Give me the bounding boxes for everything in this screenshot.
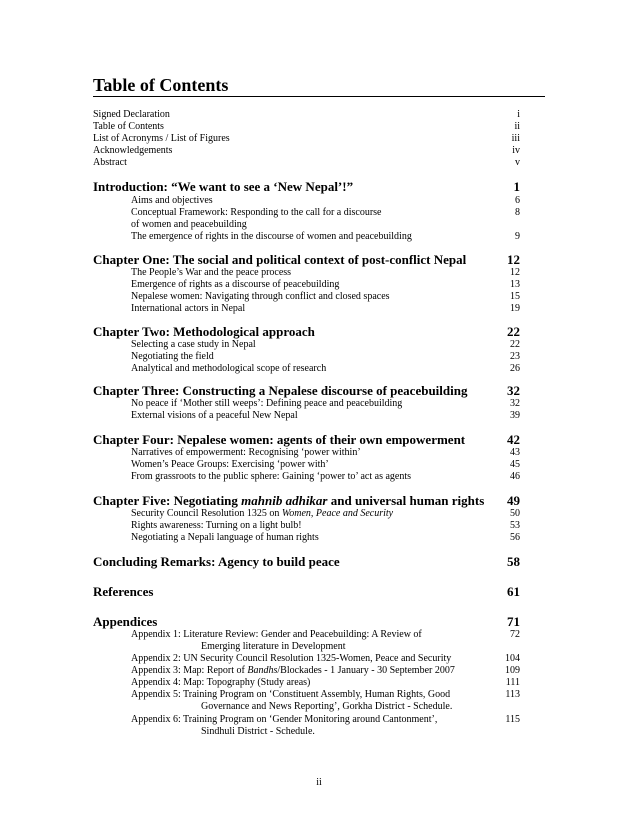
- chapter-page: 49: [507, 493, 520, 508]
- chapter-title: Concluding Remarks: Agency to build peace: [93, 554, 340, 569]
- entry-text: Appendix 5: Training Program on ‘Constituent Assembly, Human Rights, Good: [131, 689, 451, 700]
- toc-subentry: [93, 677, 520, 689]
- toc-entry: [93, 121, 520, 133]
- entry-page: i: [517, 109, 520, 120]
- entry-text: The emergence of rights in the discourse of women and peacebuilding: [131, 231, 412, 242]
- entry-page: 45: [510, 459, 520, 470]
- toc-subentry-continuation: [93, 726, 520, 738]
- entry-text: Emergence of rights as a discourse of peacebuilding: [131, 279, 340, 290]
- entry-page: 15: [510, 291, 520, 302]
- entry-text-italic: Women, Peace and Security: [281, 508, 394, 519]
- entry-text: Conceptual Framework: Responding to the call for a discourse: [131, 207, 382, 218]
- entry-text-part: Appendix 3: Map: Report of: [131, 665, 248, 676]
- toc-subentry: [93, 653, 520, 665]
- toc-subentry: [93, 508, 520, 520]
- entry-page: 72: [510, 629, 520, 640]
- chapter-title-part: Chapter Five: Negotiating: [93, 493, 242, 508]
- toc-subentry: [93, 629, 520, 641]
- chapter-heading: [93, 383, 520, 399]
- entry-text-part: Security Council Resolution 1325 on: [131, 508, 282, 519]
- entry-text: Nepalese women: Navigating through conflict and closed spaces: [131, 291, 390, 302]
- toc-subentry: [93, 207, 520, 219]
- toc-subentry: [93, 363, 520, 375]
- toc-subentry: [93, 398, 520, 410]
- entry-page: 43: [510, 447, 520, 458]
- toc-subentry: [93, 291, 520, 303]
- chapter-title: Chapter Three: Constructing a Nepalese discourse of peacebuilding: [93, 383, 468, 398]
- chapter-page: 71: [507, 614, 520, 629]
- entry-text: Negotiating a Nepali language of human rights: [131, 532, 319, 543]
- entry-text: [131, 665, 455, 677]
- entry-text-continued: Emerging literature in Development: [201, 641, 346, 652]
- toc-subentry: [93, 665, 520, 677]
- chapter-page: 58: [507, 554, 520, 569]
- chapter-page: 1: [513, 179, 520, 194]
- chapter-page: 61: [507, 584, 520, 599]
- chapter-page: 42: [507, 432, 520, 447]
- toc-entry: [93, 145, 520, 157]
- chapter-title: Chapter Four: Nepalese women: agents of their own empowerment: [93, 432, 466, 447]
- entry-page: 113: [505, 689, 520, 700]
- entry-text: Signed Declaration: [93, 109, 170, 120]
- chapter-page: 12: [507, 252, 520, 267]
- entry-page: 46: [510, 471, 520, 482]
- chapter-heading: [93, 432, 520, 448]
- chapter-heading: [93, 493, 520, 509]
- chapter-title-part: and universal human rights: [327, 493, 485, 508]
- entry-text: International actors in Nepal: [131, 303, 246, 314]
- entry-page: v: [515, 157, 520, 168]
- toc-subentry: [93, 689, 520, 701]
- toc-subentry: [93, 267, 520, 279]
- chapter-title-italic: mahnib adhikar: [241, 493, 328, 508]
- chapter-heading: [93, 614, 520, 630]
- toc-subentry: [93, 532, 520, 544]
- chapter-page: 32: [507, 383, 520, 398]
- page-title: Table of Contents: [93, 74, 545, 97]
- toc-subentry: [93, 279, 520, 291]
- toc-subentry: [93, 231, 520, 243]
- entry-text: [131, 508, 393, 520]
- entry-page: 23: [510, 351, 520, 362]
- entry-page: 6: [515, 195, 520, 206]
- entry-text: From grassroots to the public sphere: Gaining ‘power to’ act as agents: [131, 471, 412, 482]
- entry-text: Negotiating the field: [131, 351, 214, 362]
- chapter-heading: [93, 179, 520, 195]
- toc-subentry: [93, 471, 520, 483]
- chapter-title: References: [93, 584, 154, 599]
- entry-page: 115: [505, 714, 520, 725]
- entry-text-continued: of women and peacebuilding: [131, 219, 247, 230]
- chapter-heading: [93, 252, 520, 268]
- entry-text: Rights awareness: Turning on a light bulb!: [131, 520, 302, 531]
- entry-text: The People’s War and the peace process: [131, 267, 292, 278]
- toc-subentry: [93, 339, 520, 351]
- toc-subentry: [93, 303, 520, 315]
- entry-text-part: /Blockades - 1 January - 30 September 2007: [277, 665, 455, 676]
- entry-page: 13: [510, 279, 520, 290]
- entry-text: External visions of a peaceful New Nepal: [131, 410, 298, 421]
- entry-page: 39: [510, 410, 520, 421]
- toc-subentry: [93, 447, 520, 459]
- entry-text: Appendix 6: Training Program on ‘Gender Monitoring around Cantonment’,: [131, 714, 438, 725]
- toc-subentry-continuation: [93, 641, 520, 653]
- entry-text: Abstract: [93, 157, 127, 168]
- chapter-heading: [93, 584, 520, 600]
- entry-text: No peace if ‘Mother still weeps’: Defining peace and peacebuilding: [131, 398, 403, 409]
- chapter-title: Chapter Two: Methodological approach: [93, 324, 315, 339]
- toc-subentry: [93, 714, 520, 726]
- entry-page: 109: [505, 665, 520, 676]
- entry-page: 9: [515, 231, 520, 242]
- chapter-heading: [93, 554, 520, 570]
- entry-text: Appendix 4: Map: Topography (Study areas): [131, 677, 311, 688]
- entry-page: 111: [505, 677, 520, 688]
- entry-text: Appendix 2: UN Security Council Resolution 1325-Women, Peace and Security: [131, 653, 452, 664]
- entry-page: 32: [510, 398, 520, 409]
- entry-page: 53: [510, 520, 520, 531]
- entry-text: Appendix 1: Literature Review: Gender and Peacebuilding: A Review of: [131, 629, 422, 640]
- chapter-title: Chapter One: The social and political context of post-conflict Nepal: [93, 252, 467, 267]
- chapter-title: Introduction: “We want to see a ‘New Nepal’!”: [93, 179, 354, 194]
- toc-subentry: [93, 351, 520, 363]
- entry-text: Aims and objectives: [131, 195, 213, 206]
- entry-text: Analytical and methodological scope of research: [131, 363, 327, 374]
- toc-entry: [93, 133, 520, 145]
- toc-subentry-continuation: [93, 701, 520, 713]
- toc-entry: [93, 109, 520, 121]
- toc-subentry: [93, 410, 520, 422]
- entry-text: Narratives of empowerment: Recognising ‘power within’: [131, 447, 361, 458]
- entry-page: 22: [510, 339, 520, 350]
- entry-text: List of Acronyms / List of Figures: [93, 133, 230, 144]
- entry-page: 12: [510, 267, 520, 278]
- toc-subentry: [93, 520, 520, 532]
- entry-text: Selecting a case study in Nepal: [131, 339, 256, 350]
- toc-entry: [93, 157, 520, 169]
- toc-subentry: [93, 195, 520, 207]
- entry-page: 104: [505, 653, 520, 664]
- entry-page: 56: [510, 532, 520, 543]
- entry-page: 8: [515, 207, 520, 218]
- entry-page: iv: [512, 145, 520, 156]
- chapter-title: [93, 493, 484, 509]
- entry-page: iii: [511, 133, 520, 144]
- entry-page: ii: [514, 121, 520, 132]
- entry-text: Table of Contents: [93, 121, 164, 132]
- entry-page: 50: [510, 508, 520, 519]
- entry-text-continued: Governance and News Reporting’, Gorkha District - Schedule.: [201, 701, 453, 712]
- entry-text: Women’s Peace Groups: Exercising ‘power with’: [131, 459, 329, 470]
- entry-page: 26: [510, 363, 520, 374]
- chapter-page: 22: [507, 324, 520, 339]
- page-number: ii: [316, 777, 322, 788]
- entry-page: 19: [510, 303, 520, 314]
- entry-text: Acknowledgements: [93, 145, 173, 156]
- chapter-heading: [93, 324, 520, 340]
- chapter-title: Appendices: [93, 614, 158, 629]
- entry-text-continued: Sindhuli District - Schedule.: [201, 726, 315, 737]
- toc-subentry: [93, 459, 520, 471]
- entry-text-italic: Bandhs: [247, 665, 278, 676]
- toc-subentry-continuation: [93, 219, 520, 231]
